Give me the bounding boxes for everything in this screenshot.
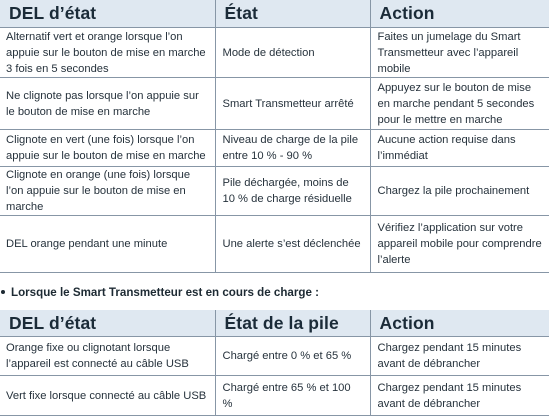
- action-cell: Faites un jumelage du Smart Transmetteur avec l’appareil mobile: [370, 28, 549, 78]
- table-row: [0, 167, 549, 216]
- column-header-state: État: [215, 0, 370, 28]
- state-cell: Niveau de charge de la pile entre 10 % - 90 %: [215, 130, 370, 167]
- action-cell: Vérifiez l’application sur votre appareil mobile pour comprendre l’alerte: [370, 216, 549, 273]
- action-cell: Chargez pendant 15 minutes avant de débrancher: [370, 376, 549, 416]
- state-cell: Chargé entre 0 % et 65 %: [215, 337, 370, 376]
- state-cell: Mode de détection: [215, 28, 370, 78]
- column-header-action: Action: [370, 310, 549, 337]
- state-cell: Smart Transmetteur arrêté: [215, 78, 370, 130]
- table-header-row: [0, 310, 549, 337]
- table-row: [0, 337, 549, 376]
- table-row: [0, 28, 549, 78]
- action-cell: Aucune action requise dans l’immédiat: [370, 130, 549, 167]
- state-cell: Une alerte s’est déclenchée: [215, 216, 370, 273]
- led-cell: Clignote en orange (une fois) lorsque l’on appuie sur le bouton de mise en marche: [0, 167, 215, 216]
- table-row: [0, 78, 549, 130]
- table-header-row: [0, 0, 549, 28]
- charging-status-table: [0, 310, 549, 416]
- led-cell: Clignote en vert (une fois) lorsque l’on appuie sur le bouton de mise en marche: [0, 130, 215, 167]
- table-row: [0, 130, 549, 167]
- bullet-icon: [1, 290, 5, 294]
- column-header-led: DEL d’état: [0, 310, 215, 337]
- charging-section-heading: [0, 283, 319, 303]
- column-header-action: Action: [370, 0, 549, 28]
- table-row: [0, 216, 549, 273]
- charging-heading-text: Lorsque le Smart Transmetteur est en cours de charge :: [11, 286, 319, 299]
- table-row: [0, 376, 549, 416]
- led-cell: Orange fixe ou clignotant lorsque l’appareil est connecté au câble USB: [0, 337, 215, 376]
- led-cell: Ne clignote pas lorsque l’on appuie sur le bouton de mise en marche: [0, 78, 215, 130]
- action-cell: Chargez la pile prochainement: [370, 167, 549, 216]
- column-header-led: DEL d’état: [0, 0, 215, 28]
- state-cell: Pile déchargée, moins de 10 % de charge résiduelle: [215, 167, 370, 216]
- column-header-battery-state: État de la pile: [215, 310, 370, 337]
- action-cell: Chargez pendant 15 minutes avant de débrancher: [370, 337, 549, 376]
- led-cell: Vert fixe lorsque connecté au câble USB: [0, 376, 215, 416]
- action-cell: Appuyez sur le bouton de mise en marche pendant 5 secondes pour le mettre en marche: [370, 78, 549, 130]
- state-cell: Chargé entre 65 % et 100 %: [215, 376, 370, 416]
- led-cell: Alternatif vert et orange lorsque l’on appuie sur le bouton de mise en marche 3 fois en 5 secondes: [0, 28, 215, 78]
- led-cell: DEL orange pendant une minute: [0, 216, 215, 273]
